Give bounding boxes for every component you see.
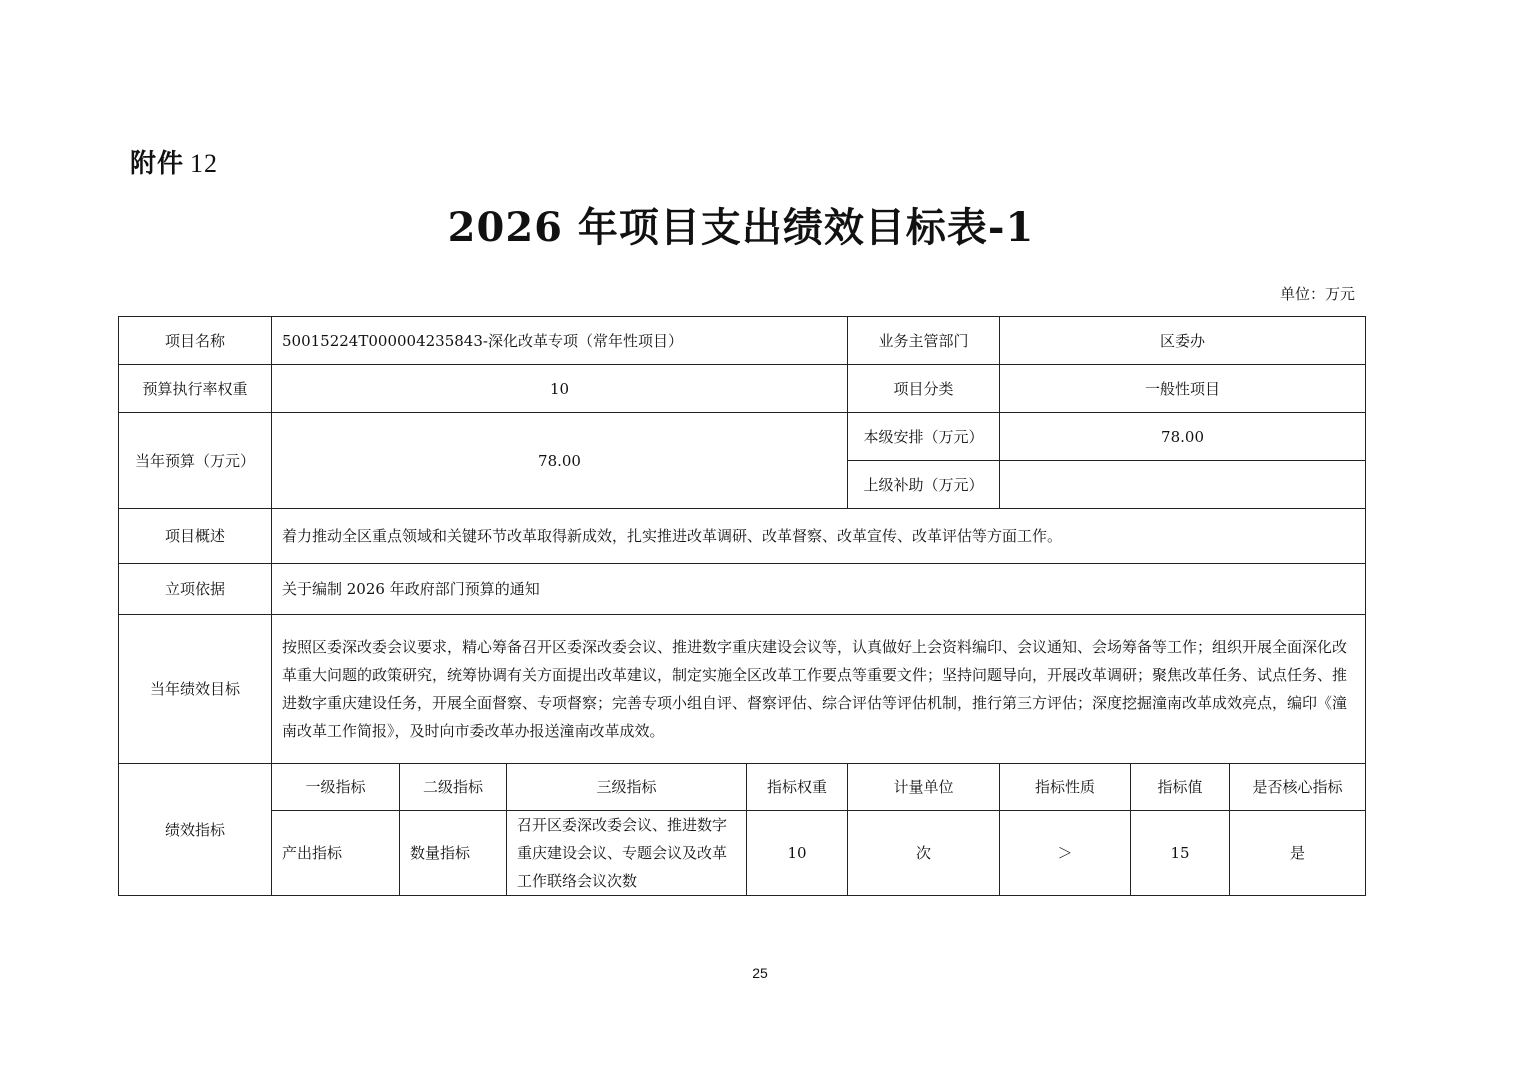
budget-label: 当年预算（万元）: [119, 413, 272, 509]
local-label: 本级安排（万元）: [848, 413, 1000, 461]
indicator-value: 15: [1131, 811, 1230, 896]
category-label: 项目分类: [848, 365, 1000, 413]
page-title: 2026 年项目支出绩效目标表-1: [447, 204, 1035, 251]
row-goal: [119, 615, 1366, 764]
unit-note: 单位：万元: [1279, 285, 1355, 303]
row-indicator-data: [119, 811, 1366, 896]
goal-label: 当年绩效目标: [119, 615, 272, 764]
basis-label: 立项依据: [119, 564, 272, 615]
local-value: 78.00: [1000, 413, 1366, 461]
dept-value: 区委办: [1000, 317, 1366, 365]
overview-label: 项目概述: [119, 509, 272, 564]
attachment-text: 附件: [130, 149, 185, 179]
indicator-is-core: 是: [1230, 811, 1366, 896]
attachment-number: 12: [190, 149, 219, 178]
indicator-level3: 召开区委深改委会议、推进数字重庆建设会议、专题会议及改革工作联络会议次数: [507, 811, 747, 896]
indicator-level1: 产出指标: [272, 811, 400, 896]
indicator-label: 绩效指标: [119, 764, 272, 896]
indicator-nature: ＞: [1000, 811, 1131, 896]
indicator-header-cell: 指标值: [1131, 764, 1230, 811]
basis-value: 关于编制 2026 年政府部门预算的通知: [272, 564, 1366, 615]
indicator-weight: 10: [747, 811, 848, 896]
row-overview: [119, 509, 1366, 564]
indicator-header-cell: 一级指标: [272, 764, 400, 811]
attachment-label: [130, 143, 218, 180]
indicator-header-cell: 计量单位: [848, 764, 1000, 811]
budget-value: 78.00: [272, 413, 848, 509]
category-value: 一般性项目: [1000, 365, 1366, 413]
page-number: 25: [752, 965, 768, 981]
exec-weight-value: 10: [272, 365, 848, 413]
indicator-header-cell: 指标性质: [1000, 764, 1131, 811]
row-basis: [119, 564, 1366, 615]
indicator-header-cell: 三级指标: [507, 764, 747, 811]
indicator-unit: 次: [848, 811, 1000, 896]
overview-value: 着力推动全区重点领域和关键环节改革取得新成效，扎实推进改革调研、改革督察、改革宣传、改革评估等方面工作。: [272, 509, 1366, 564]
indicator-header-cell: 指标权重: [747, 764, 848, 811]
indicator-header-cell: 二级指标: [400, 764, 507, 811]
indicator-header-cell: 是否核心指标: [1230, 764, 1366, 811]
project-name-value: 50015224T000004235843-深化改革专项（常年性项目）: [272, 317, 848, 365]
row-exec-weight: [119, 365, 1366, 413]
goal-value: 按照区委深改委会议要求，精心筹备召开区委深改委会议、推进数字重庆建设会议等，认真做好上会资料编印、会议通知、会场筹备等工作；组织开展全面深化改革重大问题的政策研究，统筹协调有关方面提出改革建议，制定实施全区改革工作要点等重要文件；坚持问题导向，开展改革调研；聚焦改革任务、试点任务、推进数字重庆建设任务，开展全面督察、专项督察；完善专项小组自评、督察评估、综合评估等评估机制，推行第三方评估；深度挖掘潼南改革成效亮点，编印《潼南改革工作简报》，及时向市委改革办报送潼南改革成效。: [272, 615, 1366, 764]
exec-weight-label: 预算执行率权重: [119, 365, 272, 413]
row-indicator-header: [119, 764, 1366, 811]
row-project-name: [119, 317, 1366, 365]
row-budget-local: [119, 413, 1366, 461]
performance-table: [118, 316, 1366, 896]
dept-label: 业务主管部门: [848, 317, 1000, 365]
subsidy-label: 上级补助（万元）: [848, 461, 1000, 509]
project-name-label: 项目名称: [119, 317, 272, 365]
subsidy-value: [1000, 461, 1366, 509]
indicator-level2: 数量指标: [400, 811, 507, 896]
